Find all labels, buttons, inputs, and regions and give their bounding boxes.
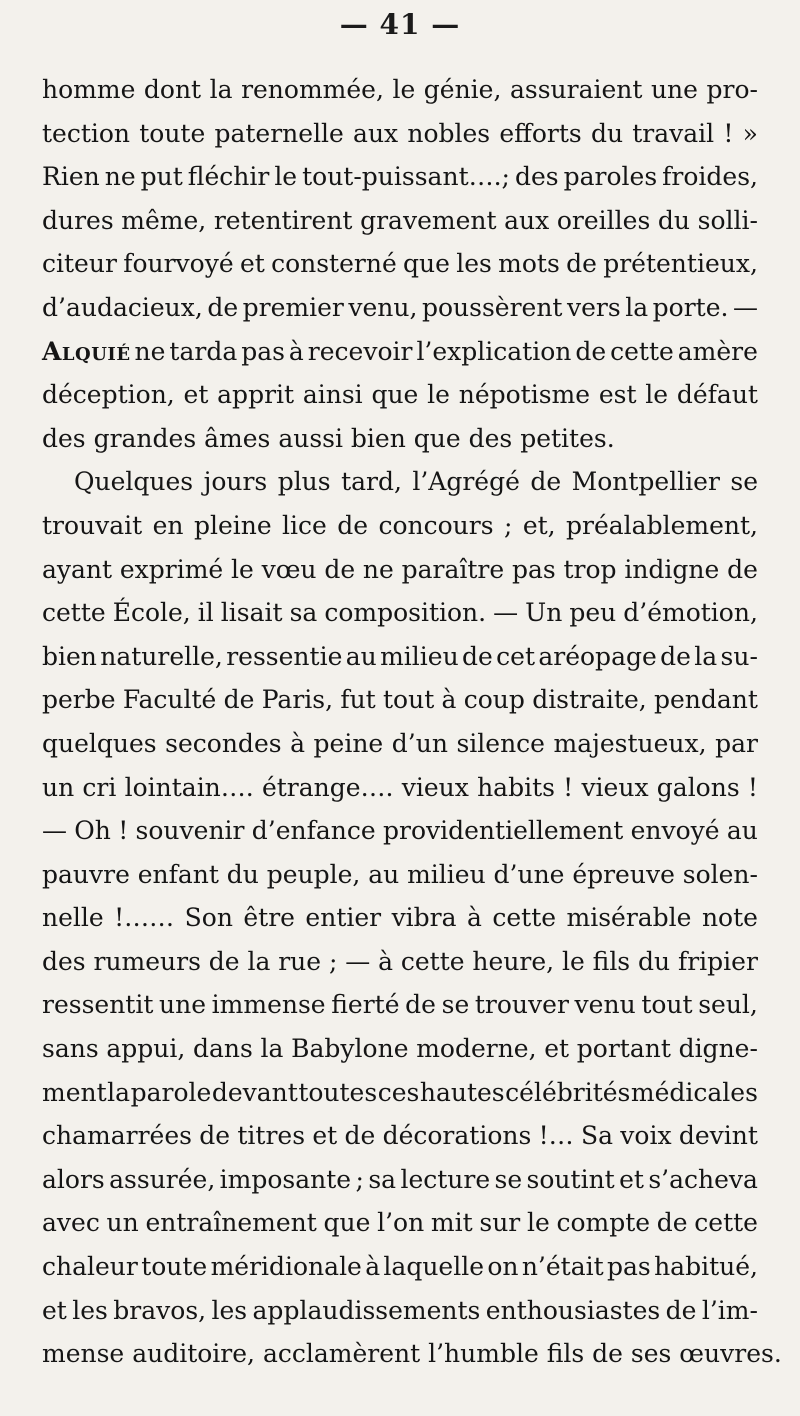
text-line: Quelques jours plus tard, l’Agrégé de Montpellier se bbox=[74, 467, 758, 497]
text-line: ressentit une immense fierté de se trouver venu tout seul, bbox=[42, 990, 758, 1020]
page-number: — 41 — bbox=[339, 8, 461, 41]
text-line: perbe Faculté de Paris, fut tout à coup distraite, pendant bbox=[42, 685, 758, 715]
text-line: homme dont la renommée, le génie, assuraient une pro- bbox=[42, 75, 758, 104]
text-line: citeur fourvoyé et consterné que les mots de prétentieux, bbox=[42, 249, 758, 279]
text-line: chaleur toute méridionale à laquelle on n’était pas habitué, bbox=[42, 1252, 758, 1282]
text-line: cette École, il lisait sa composition. — Un peu d’émotion, bbox=[42, 598, 758, 628]
text-line: et les bravos, les applaudissements enthousiastes de l’im- bbox=[42, 1295, 758, 1325]
text-line: ment la parole devant toutes ces hautes célébrités médicales bbox=[42, 1077, 758, 1107]
text-line: trouvait en pleine lice de concours ; et, préalablement, bbox=[42, 510, 758, 540]
text-line: ayant exprimé le vœu de ne paraître pas trop indigne de bbox=[42, 554, 758, 584]
text-line: pauvre enfant du peuple, au milieu d’une épreuve solen- bbox=[42, 859, 758, 889]
text-line: déception, et apprit ainsi que le népotisme est le défaut bbox=[42, 380, 758, 410]
text-line: dures même, retentirent gravement aux oreilles du solli- bbox=[42, 205, 758, 235]
text-line: des rumeurs de la rue ; — à cette heure, le fils du fripier bbox=[42, 946, 758, 976]
text-line: Rien ne put fléchir le tout-puissant….; des paroles froides, bbox=[42, 162, 758, 192]
text-line: avec un entraînement que l’on mit sur le compte de cette bbox=[42, 1208, 758, 1238]
text-line: alors assurée, imposante ; sa lecture se soutint et s’acheva bbox=[42, 1164, 758, 1194]
text-line: bien naturelle, ressentie au milieu de cet aréopage de la su- bbox=[42, 641, 758, 671]
text-line: mense auditoire, acclamèrent l’humble fils de ses œuvres. bbox=[42, 1339, 782, 1369]
text-line: d’audacieux, de premier venu, poussèrent vers la porte. — bbox=[42, 292, 758, 322]
body-text bbox=[42, 68, 782, 1376]
text-line: des grandes âmes aussi bien que des petites. bbox=[42, 423, 615, 453]
text-line: tection toute paternelle aux nobles efforts du travail ! » bbox=[42, 118, 758, 148]
text-line: un cri lointain…. étrange…. vieux habits ! vieux galons ! bbox=[42, 772, 758, 802]
text-line: sans appui, dans la Babylone moderne, et portant digne- bbox=[42, 1034, 758, 1064]
text-line: quelques secondes à peine d’un silence majestueux, par bbox=[42, 728, 758, 758]
text-line: Alquié ne tarda pas à recevoir l’explication de cette amère bbox=[42, 336, 758, 366]
text-line: — Oh ! souvenir d’enfance providentiellement envoyé au bbox=[42, 816, 758, 846]
text-line: chamarrées de titres et de décorations !… Sa voix devint bbox=[42, 1121, 758, 1151]
text-line: nelle !…… Son être entier vibra à cette misérable note bbox=[42, 903, 758, 933]
